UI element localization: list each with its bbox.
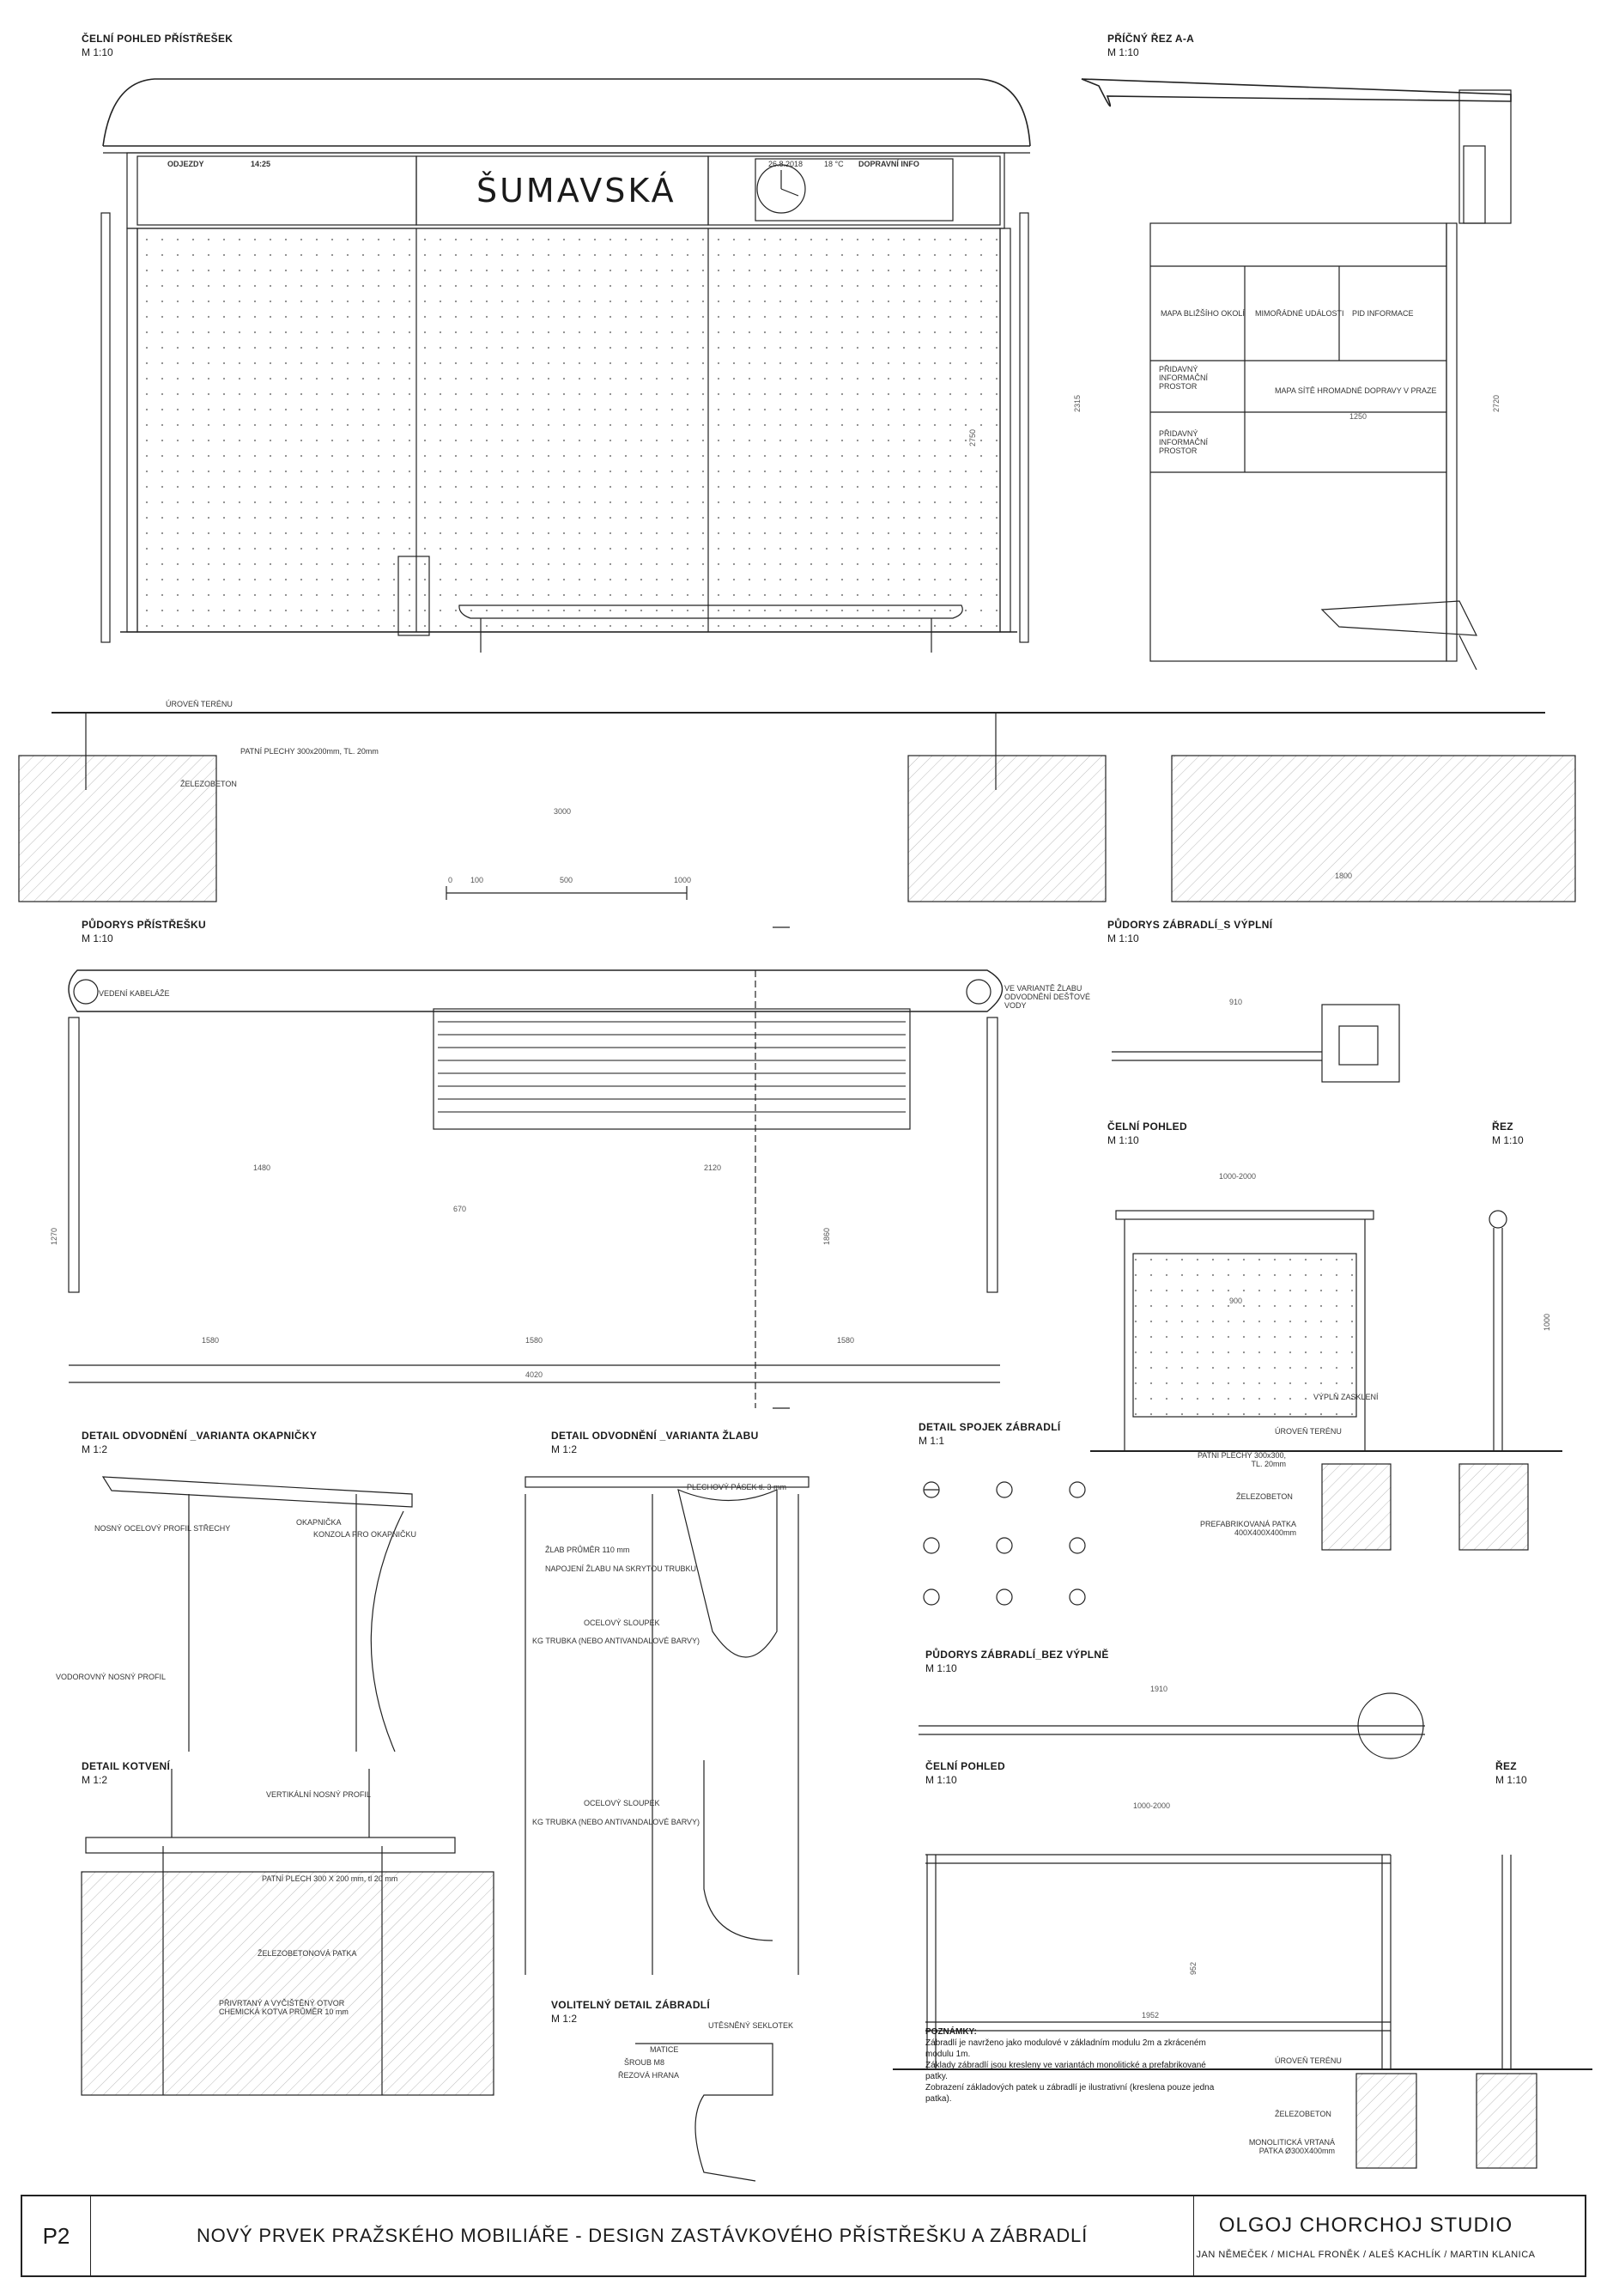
dim-rail-900: 900 <box>1229 1297 1243 1305</box>
project-title: NOVÝ PRVEK PRAŽSKÉHO MOBILIÁŘE - DESIGN ZASTÁVKOVÉHO PŘÍSTŘEŠKU A ZÁBRADLÍ <box>91 2196 1194 2275</box>
dim-1250: 1250 <box>1349 412 1367 421</box>
notes-line-2: Základy zábradlí jsou kresleny ve variantách monolitické a prefabrikované patky. <box>925 2061 1206 2081</box>
view-title-plan-railing-nofill: PŮDORYS ZÁBRADLÍ_BEZ VÝPLNĚ <box>925 1649 1109 1661</box>
label-sheet-edge: PLECHOVÝ PÁSEK tl. 3 mm <box>687 1483 787 1491</box>
label-gutter-variant: VE VARIANTĚ ŽLABU ODVODNĚNÍ DEŠŤOVÉ VODY <box>1004 984 1091 1010</box>
dim-2750: 2750 <box>968 428 977 446</box>
departures-time: 14:25 <box>251 160 271 168</box>
label-foot-plate-detail: PATNÍ PLECH 300 X 200 mm, tl 20 mm <box>262 1874 398 1883</box>
view-scale-detail-optional: M 1:2 <box>551 2013 578 2025</box>
scale-bar-500: 500 <box>560 876 573 884</box>
scale-bar-0: 0 <box>448 876 453 884</box>
dim-1580a: 1580 <box>202 1336 220 1345</box>
label-concrete-2: ŽELEZOBETON <box>1236 1492 1293 1501</box>
notes-line-3: Zobrazení základových patek u zábradlí je ilustrativní (kreslena pouze jedna patka). <box>925 2083 1215 2104</box>
info-header: DOPRAVNÍ INFO <box>858 160 919 168</box>
view-title-front-railing-nofill: ČELNÍ POHLED <box>925 1760 1005 1772</box>
label-map-near: MAPA BLIŽŠÍHO OKOLÍ <box>1161 309 1245 318</box>
view-scale-detail-drip: M 1:2 <box>82 1443 108 1455</box>
view-title-detail-optional: VOLITELNÝ DETAIL ZÁBRADLÍ <box>551 1999 711 2011</box>
dim-rail-1000: 1000-2000 <box>1219 1172 1257 1181</box>
label-vert-profile: VERTIKÁLNÍ NOSNÝ PROFIL <box>266 1790 371 1799</box>
label-cable-lead: VEDENÍ KABELÁŽE <box>99 989 170 998</box>
dim-1580b: 1580 <box>525 1336 543 1345</box>
title-block <box>21 2195 1586 2277</box>
label-concrete-3: ŽELEZOBETON <box>1275 2110 1331 2118</box>
view-title-section-aa: PŘÍČNÝ ŘEZ A-A <box>1107 33 1195 45</box>
label-drip: OKAPNIČKA <box>296 1518 342 1527</box>
label-drilled-foot: MONOLITICKÁ VRTANÁ PATKA Ø300X400mm <box>1248 2138 1335 2155</box>
label-vertical-profile: VODOROVNÝ NOSNÝ PROFIL <box>56 1673 167 1681</box>
label-gutter-conn: NAPOJENÍ ŽLABU NA SKRYTOU TRUBKU <box>545 1564 697 1573</box>
section-aa-drawing <box>1082 79 1511 670</box>
view-title-detail-drip: DETAIL ODVODNĚNÍ _VARIANTA OKAPNIČKY <box>82 1430 318 1442</box>
label-rc-foot: ŽELEZOBETONOVÁ PATKA <box>258 1949 357 1958</box>
scale-bar-1000: 1000 <box>674 876 692 884</box>
dim-rail-1910: 1910 <box>1150 1685 1168 1693</box>
label-steel-column-2: OCELOVÝ SLOUPEK <box>584 1799 660 1807</box>
label-pipe-coat-2: KG TRUBKA (NEBO ANTIVANDALOVÉ BARVY) <box>532 1818 700 1826</box>
view-title-detail-gutter: DETAIL ODVODNĚNÍ _VARIANTA ŽLABU <box>551 1430 759 1442</box>
view-scale-front-railing-nofill: M 1:10 <box>925 1774 957 1786</box>
label-gutter-dia: ŽLAB PRŮMĚR 110 mm <box>545 1546 630 1554</box>
studio-name: OLGOJ CHORCHOJ STUDIO <box>1218 2214 1513 2237</box>
view-title-front-shelter: ČELNÍ POHLED PŘÍSTŘEŠEK <box>82 33 233 45</box>
dim-rail-910: 910 <box>1229 998 1243 1006</box>
label-washer: ŠROUB M8 <box>624 2058 665 2067</box>
label-glass-fill: VÝPLŇ ZASKLENÍ <box>1313 1393 1379 1401</box>
notes-block <box>925 2026 1217 2105</box>
label-nut: MATICE <box>650 2045 679 2054</box>
label-edge: ŘEZOVÁ HRANA <box>618 2071 680 2080</box>
label-support-roof: NOSNÝ OCELOVÝ PROFIL STŘECHY <box>94 1524 231 1533</box>
dim-width-total: 4020 <box>525 1370 543 1379</box>
label-drip-bracket: KONZOLA PRO OKAPNIČKU <box>313 1530 417 1539</box>
label-prefab-foot: PREFABRIKOVANÁ PATKA 400X400X400mm <box>1199 1520 1296 1537</box>
info-temp: 18 °C <box>824 160 844 168</box>
view-scale-front-shelter: M 1:10 <box>82 46 113 58</box>
label-pipe-coat: KG TRUBKA (NEBO ANTIVANDALOVÉ BARVY) <box>532 1637 700 1645</box>
view-scale-front-railing-fill: M 1:10 <box>1107 1134 1139 1146</box>
dim-1800: 1800 <box>1335 872 1353 880</box>
dim-670: 670 <box>453 1205 467 1213</box>
label-foot-plates: PATNÍ PLECHY 300x200mm, TL. 20mm <box>240 747 379 756</box>
label-foot-plates-2: PATNÍ PLECHY 300x300, TL. 20mm <box>1197 1451 1286 1468</box>
scale-bar-100: 100 <box>470 876 484 884</box>
label-ground-level-3: ÚROVEŇ TERÉNU <box>1275 2056 1342 2065</box>
view-scale-plan-shelter: M 1:10 <box>82 932 113 945</box>
view-title-detail-anchor: DETAIL KOTVENÍ <box>82 1760 171 1772</box>
dim-2315: 2315 <box>1073 394 1082 412</box>
view-title-section-railing-nofill: ŘEZ <box>1495 1760 1517 1772</box>
dim-rail-h1000: 1000 <box>1543 1313 1551 1331</box>
view-title-section-railing-fill: ŘEZ <box>1492 1121 1513 1133</box>
view-title-plan-railing-fill: PŮDORYS ZÁBRADLÍ_S VÝPLNÍ <box>1107 919 1273 931</box>
studio-cell <box>1194 2196 1537 2275</box>
view-title-front-railing-fill: ČELNÍ POHLED <box>1107 1121 1187 1133</box>
dim-rail-1952: 1952 <box>1142 2011 1160 2020</box>
view-scale-plan-railing-fill: M 1:10 <box>1107 932 1139 945</box>
stop-name-sign: ŠUMAVSKÁ <box>476 172 676 210</box>
label-seal: UTĚSNĚNÝ SEKLOTEK <box>708 2021 794 2030</box>
label-marketing: MIMOŘÁDNÉ UDÁLOSTI <box>1255 309 1344 318</box>
label-network-map: MAPA SÍTĚ HROMADNÉ DOPRAVY V PRAZE <box>1275 386 1437 395</box>
dim-1270: 1270 <box>50 1227 58 1245</box>
dim-2720: 2720 <box>1492 394 1501 412</box>
dim-1480: 1480 <box>253 1163 271 1172</box>
label-steel-column: OCELOVÝ SLOUPEK <box>584 1619 660 1627</box>
dim-1860: 1860 <box>822 1227 831 1245</box>
label-ground-level: ÚROVEŇ TERÉNU <box>166 700 233 708</box>
label-anchors: PŘIVRTANÝ A VYČIŠTĚNÝ OTVOR CHEMICKÁ KOTVA PRŮMĚR 10 mm <box>219 1999 349 2016</box>
label-extra-space-2: PŘIDAVNÝ INFORMAČNÍ PROSTOR <box>1159 429 1208 455</box>
label-pid-info: PID INFORMACE <box>1352 309 1414 318</box>
dim-rail-h952: 952 <box>1189 1961 1198 1975</box>
view-title-plan-shelter: PŮDORYS PŘÍSTŘEŠKU <box>82 919 206 931</box>
view-scale-detail-gutter: M 1:2 <box>551 1443 578 1455</box>
view-scale-section-railing-nofill: M 1:10 <box>1495 1774 1527 1786</box>
view-scale-detail-anchor: M 1:2 <box>82 1774 108 1786</box>
label-extra-space-1: PŘIDAVNÝ INFORMAČNÍ PROSTOR <box>1159 365 1208 391</box>
info-date: 26.8.2018 <box>768 160 804 168</box>
notes-line-1: Zábradlí je navrženo jako modulové v základním modulu 2m a zkráceném modulu 1m. <box>925 2038 1206 2059</box>
sheet-code: P2 <box>22 2196 91 2275</box>
dim-1580c: 1580 <box>837 1336 855 1345</box>
view-scale-section-railing-fill: M 1:10 <box>1492 1134 1524 1146</box>
dim-rail-1000b: 1000-2000 <box>1133 1801 1171 1810</box>
dim-span: 3000 <box>554 807 572 816</box>
authors: JAN NĚMEČEK / MICHAL FRONĚK / ALEŠ KACHLÍK / MARTIN KLANICA <box>1196 2250 1536 2260</box>
notes-title: POZNÁMKY: <box>925 2027 977 2037</box>
label-concrete: ŽELEZOBETON <box>180 780 237 788</box>
view-scale-section-aa: M 1:10 <box>1107 46 1139 58</box>
view-title-detail-joints: DETAIL SPOJEK ZÁBRADLÍ <box>919 1421 1061 1433</box>
dim-bench-len: 2120 <box>704 1163 722 1172</box>
departures-header: ODJEZDY <box>167 160 204 168</box>
label-ground-level-2: ÚROVEŇ TERÉNU <box>1275 1427 1342 1436</box>
view-scale-detail-joints: M 1:1 <box>919 1435 945 1447</box>
view-scale-plan-railing-nofill: M 1:10 <box>925 1662 957 1674</box>
